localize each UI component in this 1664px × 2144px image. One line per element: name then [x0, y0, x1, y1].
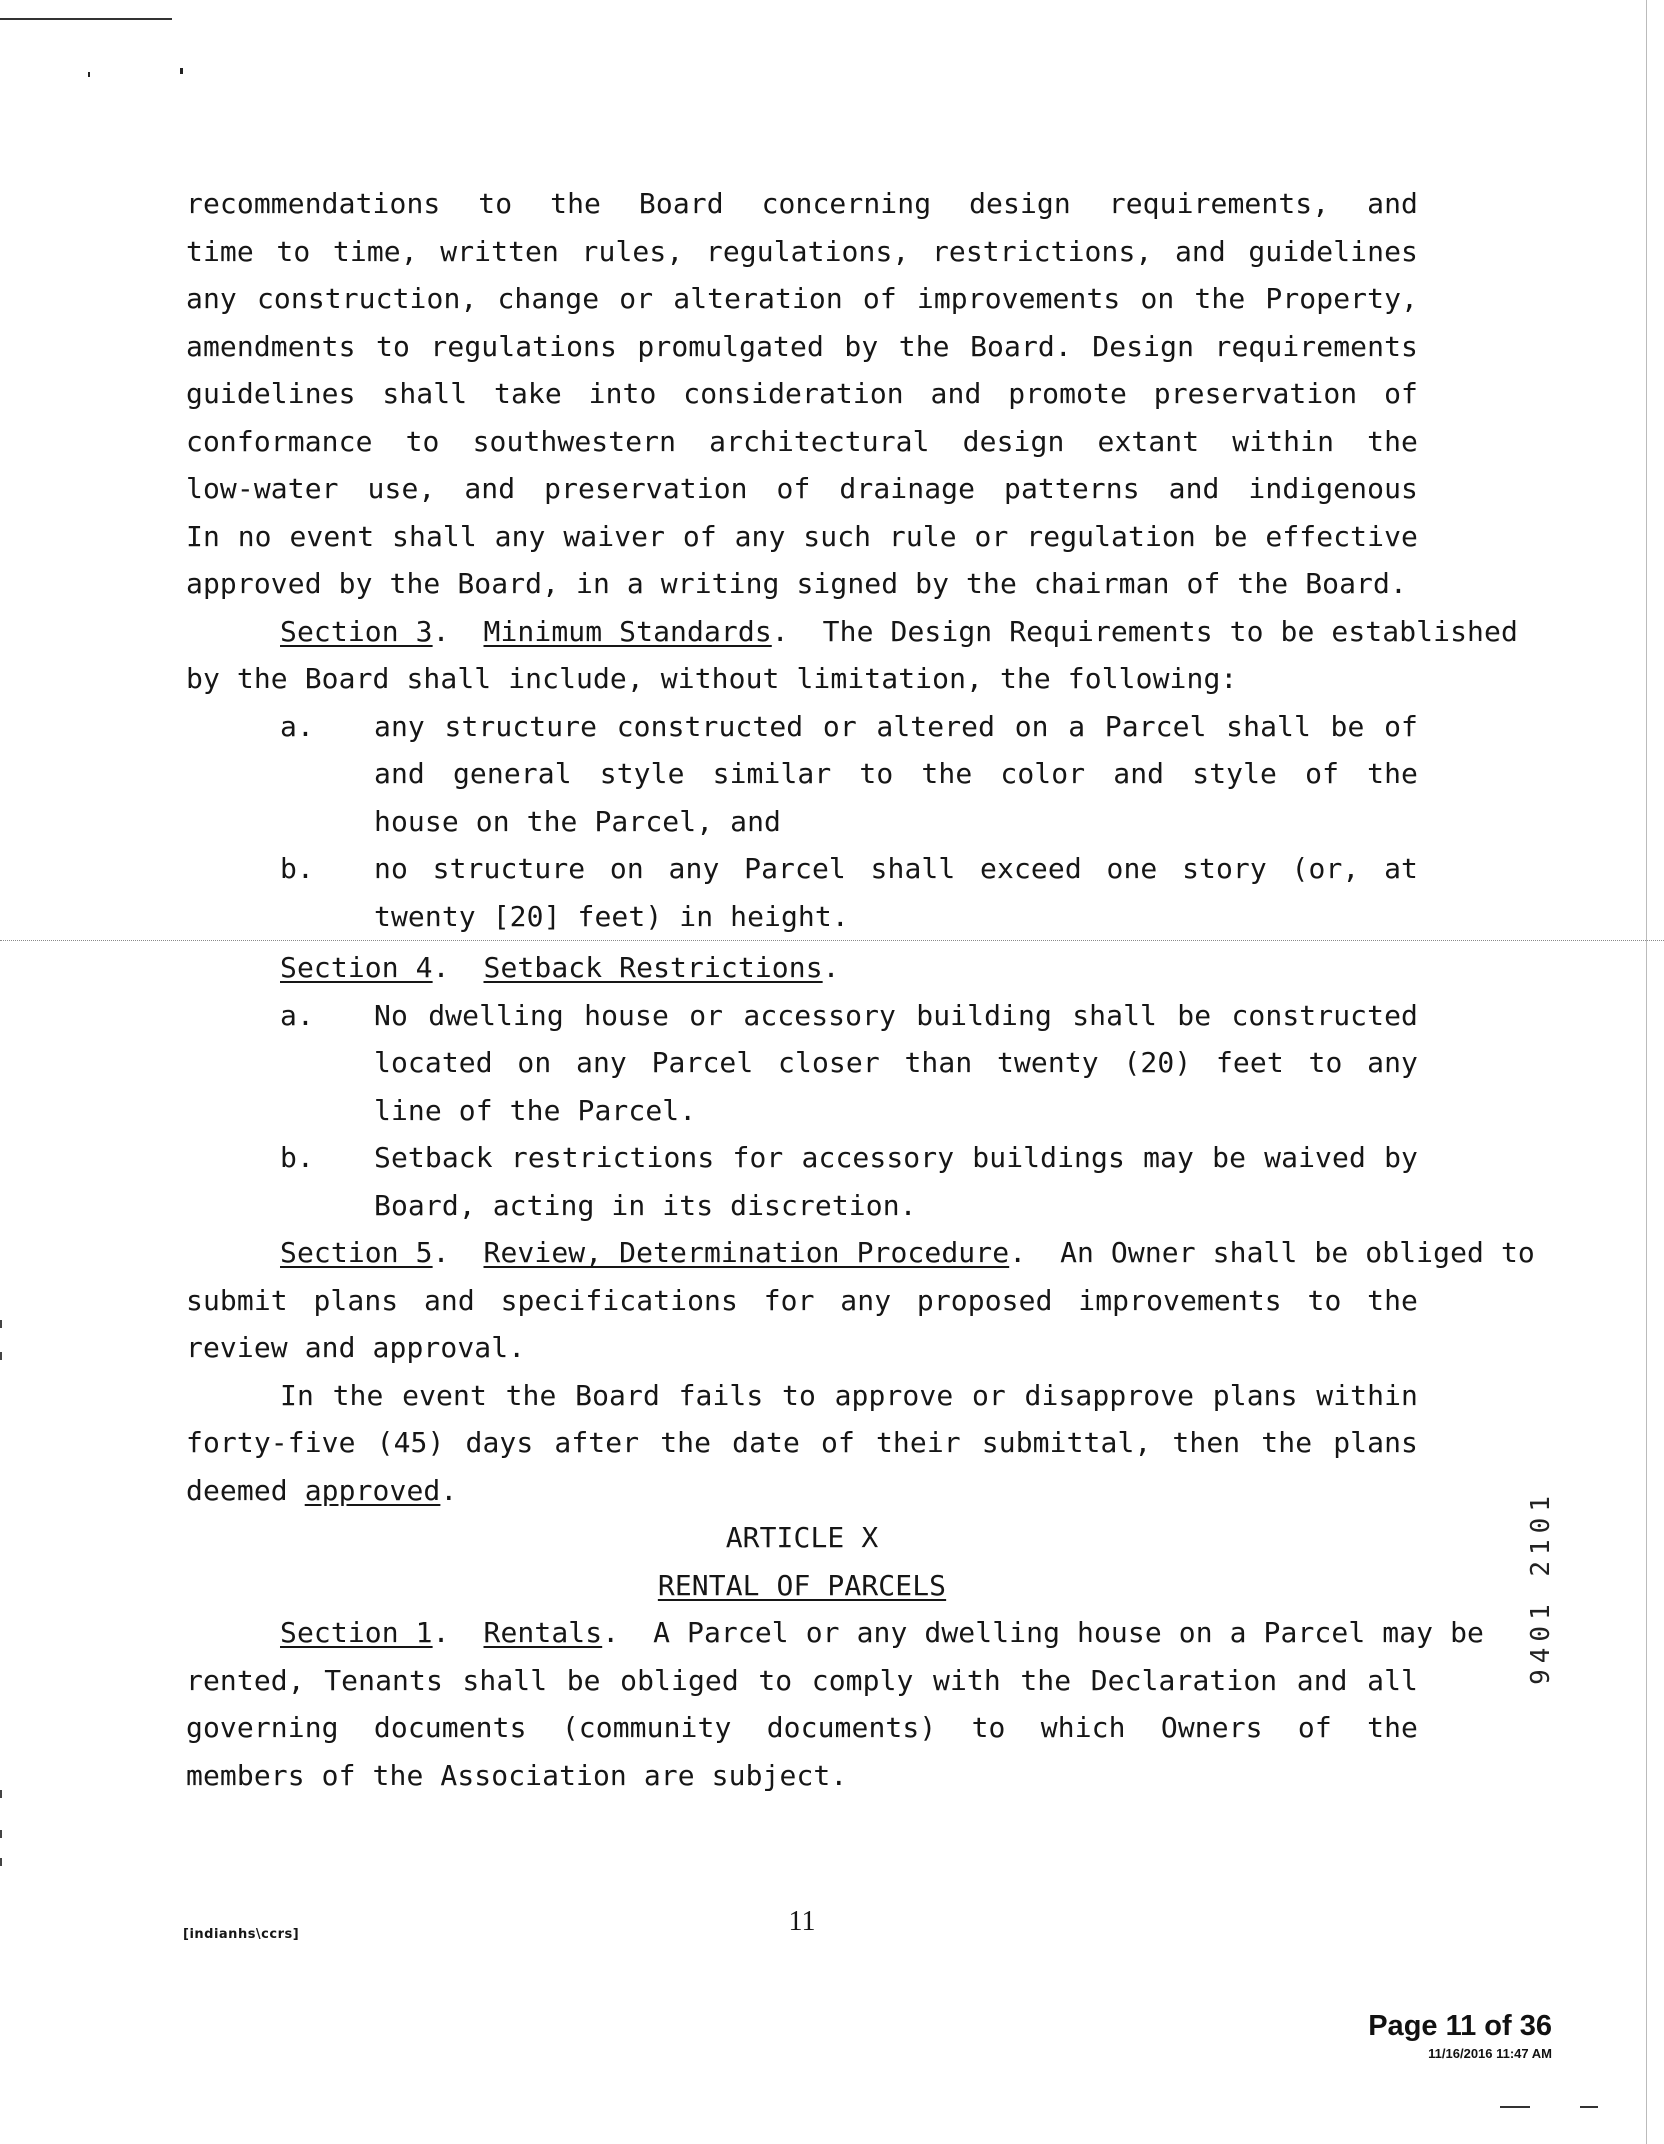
text-line: house on the Parcel, and — [374, 804, 781, 838]
article-title: RENTAL OF PARCELS — [657, 1568, 947, 1602]
section-3-item-a — [186, 703, 1418, 846]
text-line: In the event the Board fails to approve or disapprove plans within — [280, 1378, 1418, 1412]
text-fragment: . — [440, 1473, 458, 1507]
text-line: time to time, written rules, regulations, restrictions, and guidelines — [186, 234, 1418, 268]
recorder-datetime-stamp: 11/16/2016 11:47 AM — [1428, 2046, 1552, 2061]
scan-speck — [180, 68, 183, 74]
text-line: amendments to regulations promulgated by the Board. Design requirements — [186, 329, 1418, 363]
item-label: a. — [280, 709, 314, 743]
recorder-page-stamp: Page 11 of 36 — [1368, 2010, 1552, 2042]
text-line: twenty [20] feet) in height. — [374, 899, 849, 933]
text-line: by the Board shall include, without limitation, the following: — [186, 662, 1238, 695]
text-line: any construction, change or alteration of improvements on the Property, — [186, 282, 1418, 315]
text-line: submit plans and specifications for any proposed improvements to the — [186, 1283, 1418, 1317]
scan-edge-mark — [0, 1320, 2, 1328]
scan-edge-mark — [0, 18, 172, 20]
text-line: located on any Parcel closer than twenty (20) feet to any — [374, 1046, 1418, 1079]
scan-edge-mark — [0, 1790, 2, 1798]
section-5-text: An Owner shall be obliged to — [1060, 1236, 1535, 1269]
text-line: conformance to southwestern architectural design extant within the — [186, 424, 1418, 458]
rentals-text: A Parcel or any dwelling house on a Parcel may be — [653, 1616, 1484, 1649]
text-line: no structure on any Parcel shall exceed one story (or, at — [374, 852, 1418, 885]
text-line: guidelines shall take into consideration and promote preservation of — [186, 377, 1418, 410]
text-line: line of the Parcel. — [374, 1093, 697, 1127]
text-line: recommendations to the Board concerning design requirements, and — [186, 187, 1418, 220]
text-line: any structure constructed or altered on a Parcel shall be of — [374, 709, 1418, 743]
section-4-item-b — [186, 1134, 1418, 1229]
section-5-number: Section 5 — [280, 1236, 433, 1269]
article-title-line — [186, 1562, 1418, 1610]
rentals-section-number: Section 1 — [280, 1616, 433, 1649]
rentals-section-title: Rentals — [483, 1616, 603, 1649]
section-5-title: Review, Determination Procedure — [483, 1236, 1010, 1269]
section-4-item-a — [186, 992, 1418, 1135]
section-4-number: Section 4 — [280, 951, 433, 984]
section-3-item-b — [186, 845, 1418, 940]
section-3-heading: Section 3. Minimum Standards. The Design Requirements to be established — [280, 614, 1518, 648]
text-line: approved by the Board, in a writing signed by the chairman of the Board. — [186, 567, 1407, 600]
text-line: and general style similar to the color and style of the — [374, 757, 1418, 790]
text-line: members of the Association are subject. — [186, 1758, 848, 1792]
recording-number: 9401 2101 — [1526, 1490, 1556, 1685]
section-4-heading: Section 4. Setback Restrictions. — [280, 951, 840, 984]
scan-edge-mark — [1580, 2106, 1598, 2108]
section-4-title: Setback Restrictions — [483, 951, 823, 984]
scan-edge-mark — [0, 1858, 2, 1866]
item-label: a. — [280, 998, 314, 1032]
paragraph-design-requirements — [186, 180, 1535, 1799]
section-5-closing-line — [186, 1467, 1418, 1515]
underlined-word: approved — [304, 1473, 441, 1507]
scan-right-border — [1646, 0, 1647, 2144]
text-fragment: deemed — [186, 1473, 288, 1507]
text-line: low-water use, and preservation of drainage patterns and indigenous — [186, 472, 1418, 505]
section-3-title: Minimum Standards — [483, 614, 772, 648]
scan-speck — [88, 72, 90, 77]
scan-edge-mark — [0, 1352, 2, 1360]
text-line: In no event shall any waiver of any such rule or regulation be effective — [186, 519, 1418, 553]
text-line: governing documents (community documents) to which Owners of the — [186, 1711, 1418, 1744]
article-number: ARTICLE X — [725, 1521, 879, 1554]
text-line: forty-five (45) days after the date of their submittal, then the plans — [186, 1426, 1418, 1459]
rentals-heading: Section 1. Rentals. A Parcel or any dwelling house on a Parcel may be — [280, 1616, 1484, 1649]
section-3-number: Section 3 — [280, 614, 433, 648]
text-line: Board, acting in its discretion. — [374, 1188, 917, 1222]
text-line: review and approval. — [186, 1331, 526, 1364]
page-number: 11 — [788, 1906, 816, 1937]
text-line: rented, Tenants shall be obliged to comply with the Declaration and all — [186, 1663, 1418, 1697]
scan-edge-mark — [0, 1830, 2, 1838]
section-5-heading: Section 5. Review, Determination Procedure. An Owner shall be obliged to — [280, 1236, 1535, 1269]
item-label: b. — [280, 1141, 314, 1174]
text-line: Setback restrictions for accessory buildings may be waived by — [374, 1141, 1418, 1174]
text-line: No dwelling house or accessory building shall be constructed — [374, 998, 1418, 1032]
scan-edge-mark — [1500, 2106, 1530, 2108]
footer-file-id: [indianhs\ccrs] — [183, 1927, 300, 1942]
section-3-text: The Design Requirements to be established — [822, 614, 1518, 648]
item-label: b. — [280, 852, 314, 885]
